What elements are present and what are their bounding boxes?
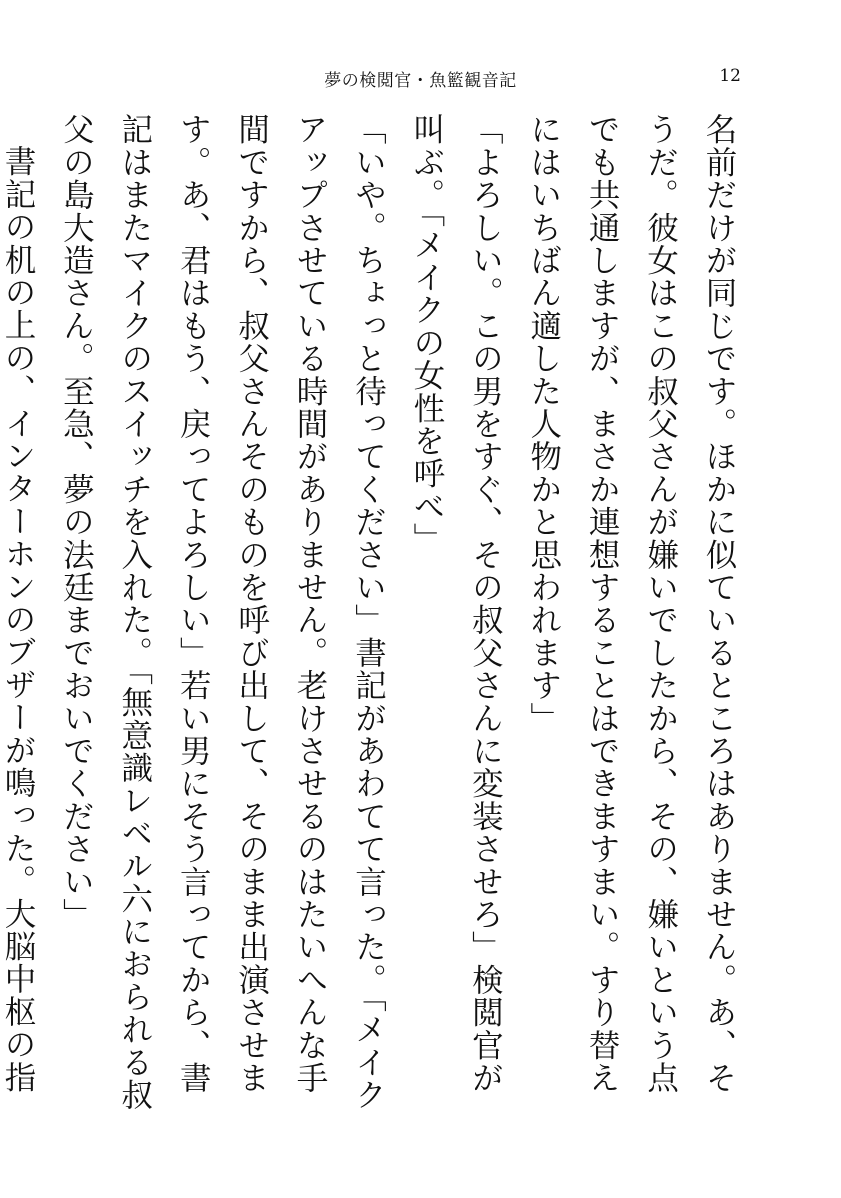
paragraph-dialogue: 「よろしい。この男をすぐ、その叔父さんに変装させろ」検閲官が叫ぶ。「メイクの女性を呼べ」 (408, 113, 504, 1094)
page-header (100, 66, 741, 96)
paragraph-narration: 書記の机の上の、インターホンのブザーが鳴った。大脳中枢の指 (0, 144, 36, 1093)
vertical-body-text (0, 113, 748, 1123)
paragraph-continuation: 名前だけが同じです。ほかに似ているところはありません。あ、そうだ。彼女はこの叔父さんが嫌いでしたから、その、嫌いという点でも共通しますが、まさか連想することはできますまい。すり替えにはいちばん適した人物かと思われます」 (525, 113, 737, 1094)
page-number: 12 (719, 66, 741, 86)
paragraph-dialogue: 「いや。ちょっと待ってください」書記があわてて言った。「メイクアップさせている時間がありません。老けさせるのはたいへんな手間ですから、叔父さんそのものを呼び出して、そのまま出演させます。あ、君はもう、戻ってよろしい」若い男にそう言ってから、書記はまたマイクのスイッチを入れた。「無意識レベル六におられる叔父の島大造さん。至急、夢の法廷までおいでください」 (58, 113, 387, 1111)
running-title: 夢の検閲官・魚籃観音記 (324, 71, 517, 91)
